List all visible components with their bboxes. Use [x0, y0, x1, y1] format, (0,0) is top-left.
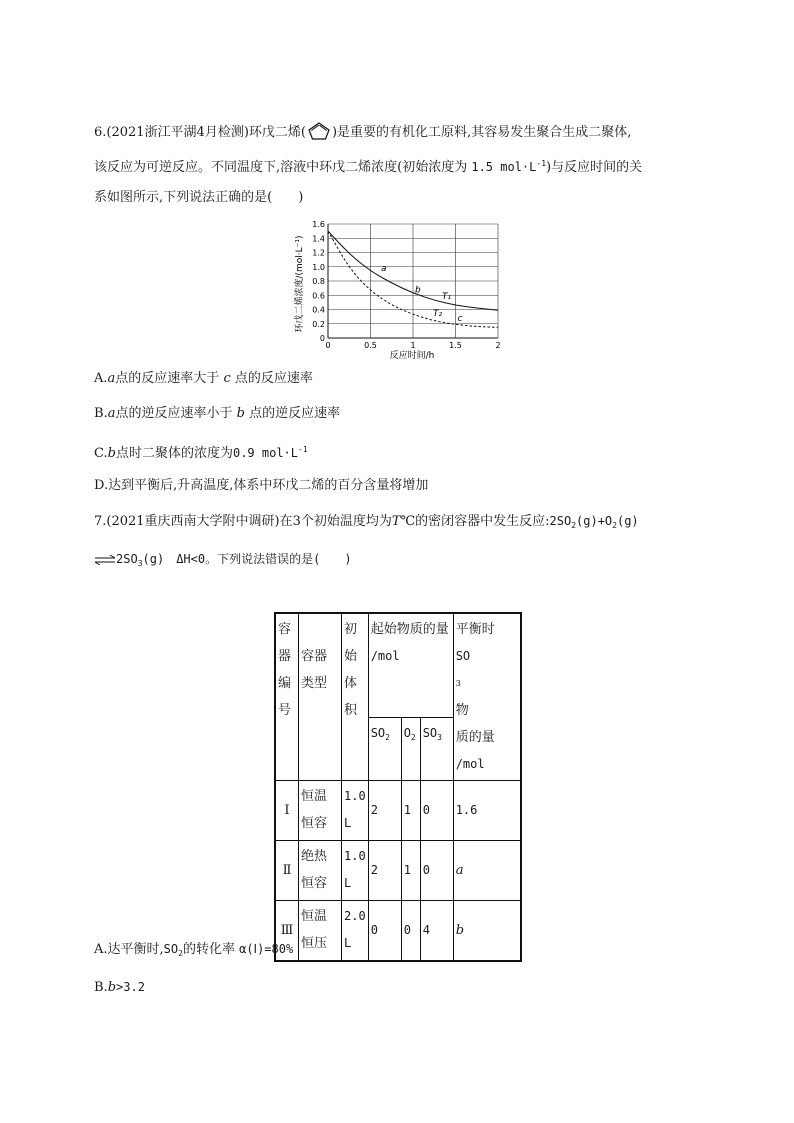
point-label-c: c	[457, 313, 463, 324]
q7-line2-text: (g) ΔH<0。下列说法错误的是( )	[142, 552, 352, 566]
q6-line-2	[94, 155, 642, 177]
row-so2: 2	[368, 781, 401, 841]
temperature-var: T	[391, 514, 401, 529]
conversion-rate: α(Ⅰ)=80%	[239, 942, 294, 956]
point-label-a: a	[381, 263, 387, 274]
header-container-no: 容 器 编 号	[275, 613, 299, 781]
q6-option-c	[94, 441, 308, 463]
table-row	[275, 781, 521, 841]
unit-exponent: -1	[536, 159, 547, 168]
cyclopentadiene-structure-icon	[306, 121, 332, 141]
initial-concentration: 1.5 mol·L	[471, 160, 537, 174]
var-c: c	[223, 371, 231, 386]
table-row	[275, 901, 521, 962]
option-a-label: A.达平衡时,	[94, 942, 164, 957]
q6-line-1	[94, 121, 631, 142]
row-so3: 0	[420, 841, 453, 901]
row-volume: 1.0 L	[342, 841, 369, 901]
row-o2: 1	[401, 841, 420, 901]
row-so3: 0	[420, 781, 453, 841]
q6-line2-text: 该反应为可逆反应。不同温度下,溶液中环戊二烯浓度(初始浓度为	[94, 160, 468, 175]
y-tick-label: 0.2	[312, 319, 325, 329]
table-header-row	[275, 613, 521, 717]
x-tick-label: 1.5	[449, 341, 462, 350]
header-initial-amount: 起始物质的量 /mol	[368, 613, 453, 717]
reaction-equation: $2SO_2(g)+O_2(g)$	[549, 514, 639, 530]
option-c-value: 0.9 mol·L	[232, 446, 298, 460]
var-a: a	[107, 406, 116, 421]
x-tick-label: 0	[325, 341, 331, 350]
chart-y-axis-label: 环戊二烯浓度/(mol·L⁻¹)	[295, 235, 305, 333]
var-b: b	[107, 980, 117, 995]
option-c-text: 点时二聚体的浓度为	[115, 446, 233, 461]
option-a-label: A.	[94, 371, 108, 386]
option-b-label: B.	[94, 980, 108, 995]
option-b-text2: 点的逆反应速率	[249, 406, 341, 421]
so2-formula: $SO_2$	[163, 942, 183, 958]
q6-option-b	[94, 405, 340, 423]
option-a-text2: 点的反应速率	[234, 371, 313, 386]
q7-text-cont: ℃的密闭容器中发生反应:	[400, 514, 550, 529]
point-label-b: b	[415, 285, 421, 296]
q6-line-3: 系如图所示,下列说法正确的是( )	[94, 190, 304, 205]
subheader-so3: $SO_3$	[420, 717, 453, 780]
option-b-text: 点的逆反应速率小于	[115, 406, 233, 421]
option-a-text: 点的反应速率大于	[115, 371, 220, 386]
y-tick-label: 0.6	[312, 291, 325, 301]
chart-tick-labels	[312, 220, 500, 350]
chart-x-axis-label: 反应时间/h	[389, 351, 435, 361]
equilibrium-arrow-icon	[94, 555, 116, 565]
q6-text-cont: )是重要的有机化工原料,其容易发生聚合生成二聚体,	[331, 125, 632, 140]
row-so3: 4	[420, 901, 453, 962]
legend-t1: T₁	[442, 292, 452, 302]
header-equilibrium-so3: 平衡时 SO 3 物 质的量 /mol	[453, 613, 521, 781]
y-tick-label: 0.8	[312, 277, 325, 286]
y-tick-label: 1.2	[312, 248, 325, 258]
row-no: Ⅲ	[275, 901, 299, 962]
chart-grid	[328, 224, 498, 338]
x-tick-label: 2	[495, 341, 501, 350]
option-c-exponent: -1	[298, 445, 308, 454]
row-eq: 1.6	[453, 781, 521, 841]
table-row	[275, 841, 521, 901]
row-no: Ⅱ	[275, 841, 299, 901]
x-tick-label: 1	[410, 341, 416, 350]
q7-line-2: $2SO_3(g)$ ΔH<0。下列说法错误的是( )	[94, 550, 352, 573]
row-eq: a	[453, 841, 521, 901]
row-eq: b	[453, 901, 521, 962]
x-tick-label: 0.5	[364, 341, 377, 350]
option-a-text: 的转化率	[182, 942, 235, 957]
legend-t2: T₂	[433, 309, 443, 319]
header-container-type: 容器 类型	[299, 613, 342, 781]
row-type: 恒温 恒压	[299, 901, 342, 962]
subheader-o2: $O_2$	[401, 717, 420, 780]
q6-option-d: D.达到平衡后,升高温度,体系中环戊二烯的百分含量将增加	[94, 478, 429, 493]
q7-text: 7.(2021重庆西南大学附中调研)在3个初始温度均为	[94, 514, 392, 529]
y-tick-label: 0	[319, 334, 325, 343]
option-c-label: C.	[94, 446, 108, 461]
var-b: b	[107, 446, 116, 461]
eq-product: 2SO	[116, 552, 138, 566]
subheader-so2: $SO_2$	[368, 717, 401, 780]
q6-option-a	[94, 370, 313, 388]
row-o2: 1	[401, 781, 420, 841]
container-data-table	[274, 612, 522, 962]
row-no: Ⅰ	[275, 781, 299, 841]
var-b: b	[236, 406, 245, 421]
option-b-value: >3.2	[116, 980, 145, 994]
q6-text: 6.(2021浙江平湖4月检测)环戊二烯(	[94, 125, 306, 140]
row-volume: 1.0 L	[342, 781, 369, 841]
y-tick-label: 0.4	[312, 305, 325, 315]
concentration-time-chart	[290, 212, 510, 362]
option-b-label: B.	[94, 406, 108, 421]
q6-line2-end: )与反应时间的关	[546, 160, 643, 175]
row-so2: 2	[368, 841, 401, 901]
y-tick-label: 1.4	[312, 234, 325, 244]
row-volume: 2.0 L	[342, 901, 369, 962]
q7-line-1	[94, 512, 639, 535]
row-so2: 0	[368, 901, 401, 962]
row-o2: 0	[401, 901, 420, 962]
header-initial-volume: 初 始 体 积	[342, 613, 369, 781]
row-type: 绝热 恒容	[299, 841, 342, 901]
row-type: 恒温 恒容	[299, 781, 342, 841]
q7-option-b	[94, 978, 145, 997]
eq-so2: 2SO	[549, 514, 572, 528]
var-a: a	[107, 371, 116, 386]
y-tick-label: 1.0	[312, 262, 325, 272]
y-tick-label: 1.6	[312, 220, 325, 229]
q7-option-a	[94, 940, 293, 963]
